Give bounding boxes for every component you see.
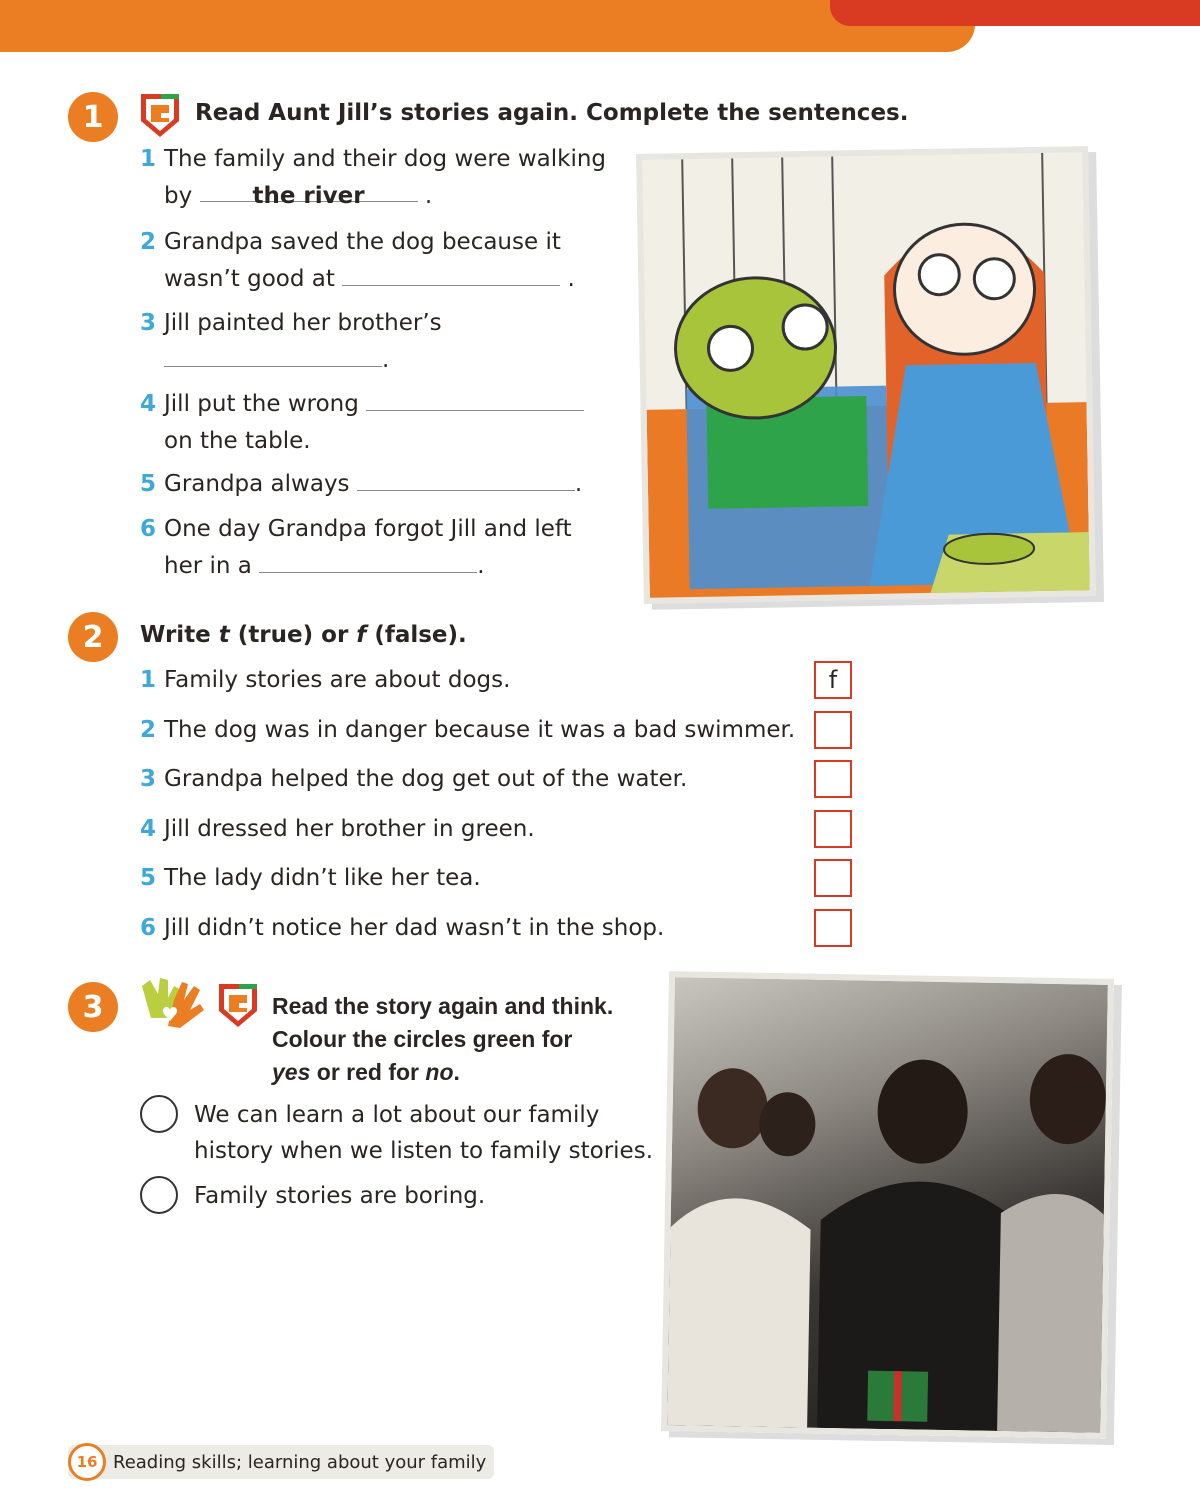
item-text: Grandpa helped the dog get out of the water. (164, 766, 688, 792)
ex2-item (140, 811, 535, 848)
item-number: 1 (140, 667, 157, 693)
punct: . (574, 471, 583, 497)
item-text: Jill dressed her brother in green. (164, 816, 535, 842)
answer-circle-1[interactable] (140, 1095, 178, 1133)
punct: . (477, 553, 485, 579)
title-line: Colour the circles green for (272, 1026, 573, 1052)
title-text: or red for (310, 1059, 426, 1085)
title-text: . (453, 1059, 460, 1085)
ex1-item-4 (140, 386, 584, 460)
ex2-item (140, 860, 481, 897)
answer-box[interactable] (814, 810, 852, 848)
ex3-item-2: Family stories are boring. (194, 1183, 486, 1209)
exercise-number-1: 1 (68, 92, 118, 142)
title-t: t (218, 622, 230, 648)
answer-blank[interactable] (164, 343, 382, 367)
ex3-item-1 (194, 1097, 653, 1169)
hands-heart-icon (138, 976, 204, 1030)
answer-blank[interactable] (357, 467, 575, 491)
item-text: on the table. (164, 428, 311, 454)
title-yes: yes (272, 1059, 311, 1085)
item-text: We can learn a lot about our family (194, 1102, 600, 1128)
item-text: The lady didn’t like her tea. (164, 865, 481, 891)
item-number: 2 (140, 717, 157, 743)
item-number: 5 (140, 471, 157, 497)
exercise-number-2: 2 (68, 612, 118, 662)
family-photo (661, 971, 1114, 1439)
item-number: 6 (140, 516, 157, 542)
item-text: Jill didn’t notice her dad wasn’t in the shop. (164, 915, 665, 941)
answer-box[interactable] (814, 711, 852, 749)
item-text: Grandpa always (164, 471, 350, 497)
punct: . (567, 266, 575, 292)
item-text: her in a (164, 553, 252, 579)
answer-blank[interactable] (366, 387, 584, 411)
answer-blank[interactable] (342, 262, 560, 286)
item-text: history when we listen to family stories. (194, 1138, 654, 1164)
answer-circle-2[interactable] (140, 1176, 178, 1214)
shield-icon (216, 982, 260, 1030)
item-text: One day Grandpa forgot Jill and left (164, 516, 572, 542)
item-number: 6 (140, 915, 157, 941)
ex2-item (140, 662, 510, 699)
shield-icon (138, 92, 182, 140)
ex1-item-2 (140, 224, 575, 298)
header-band-accent (830, 0, 1200, 26)
item-text: Grandpa saved the dog because it (164, 229, 561, 255)
answer-blank[interactable]: the river (200, 178, 418, 202)
header-band (0, 0, 975, 52)
exercise-3-title (272, 990, 613, 1089)
item-number: 4 (140, 816, 157, 842)
ex1-item-5 (140, 466, 582, 503)
exercise-2-title (140, 622, 467, 648)
punct: . (424, 183, 433, 209)
ex2-item (140, 712, 795, 749)
item-text: Jill put the wrong (164, 391, 359, 417)
item-number: 4 (140, 391, 157, 417)
item-number: 1 (140, 146, 157, 172)
title-no: no (425, 1059, 454, 1085)
ex1-item-3 (140, 305, 442, 379)
answer-blank[interactable] (259, 549, 477, 573)
title-f: f (356, 622, 367, 648)
title-text: (true) or (229, 622, 357, 648)
item-text: Jill painted her brother’s (164, 310, 442, 336)
answer-box[interactable] (814, 909, 852, 947)
item-text: The family and their dog were walking (164, 146, 607, 172)
story-illustration (636, 146, 1096, 604)
page-number: 16 (68, 1443, 106, 1481)
exercise-1-title: Read Aunt Jill’s stories again. Complete the sentences. (195, 100, 909, 126)
item-text: The dog was in danger because it was a bad swimmer. (164, 717, 796, 743)
item-number: 5 (140, 865, 157, 891)
footer-text: Reading skills; learning about your family (113, 1452, 487, 1473)
ex1-item-6 (140, 511, 572, 585)
item-text: by (164, 183, 193, 209)
ex2-item (140, 910, 664, 947)
title-text: Write (140, 622, 219, 648)
title-text: (false). (366, 622, 467, 648)
ex1-item-1 (140, 141, 606, 215)
punct: . (382, 347, 390, 373)
answer-box[interactable] (814, 760, 852, 798)
answer-box[interactable] (814, 859, 852, 897)
item-text: wasn’t good at (164, 266, 335, 292)
item-number: 3 (140, 310, 157, 336)
answer-box[interactable]: f (814, 661, 852, 699)
exercise-number-3: 3 (68, 982, 118, 1032)
title-line: Read the story again and think. (272, 993, 614, 1019)
item-number: 3 (140, 766, 157, 792)
ex2-item (140, 761, 687, 798)
item-text: Family stories are about dogs. (164, 667, 511, 693)
item-number: 2 (140, 229, 157, 255)
